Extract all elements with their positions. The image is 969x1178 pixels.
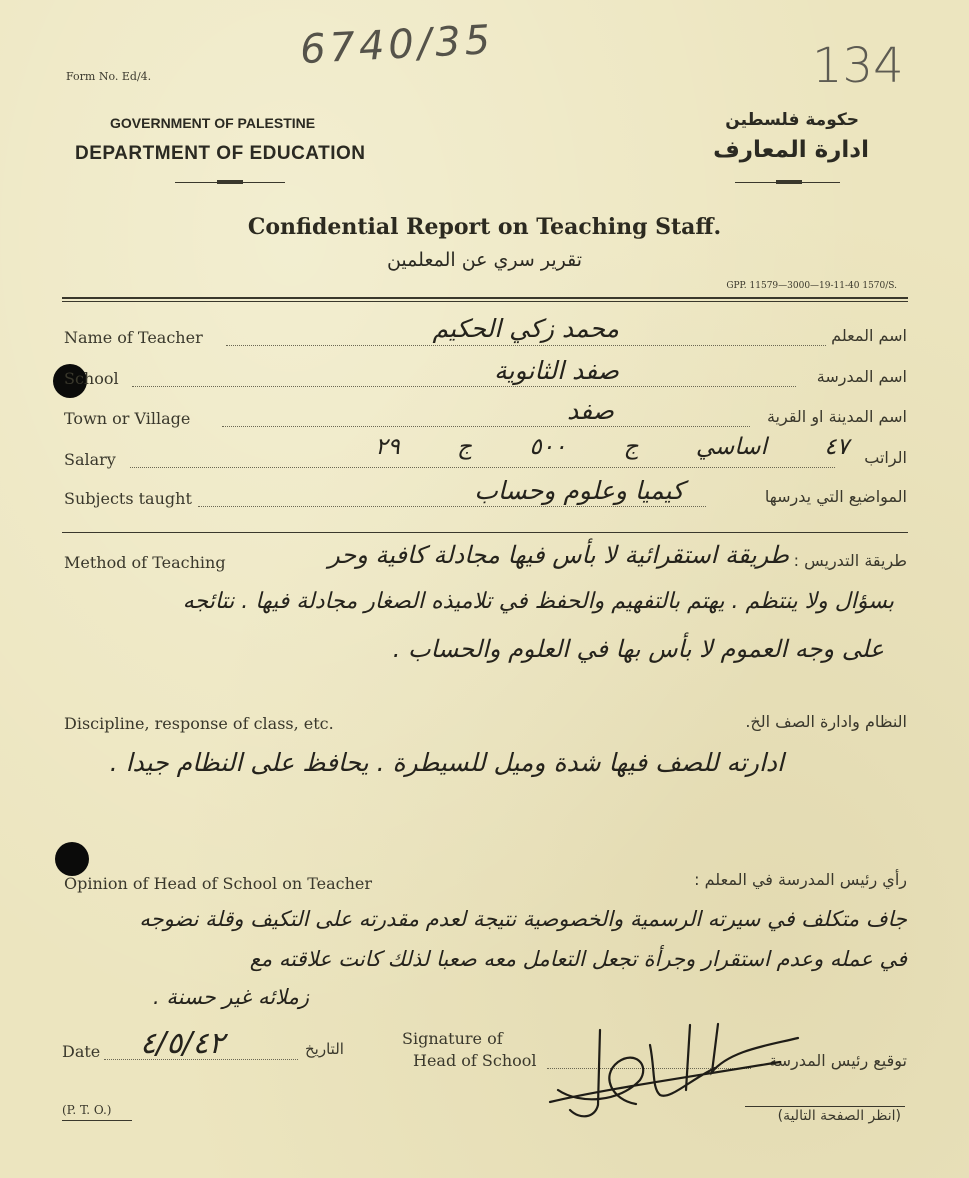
department-title-en: DEPARTMENT OF EDUCATION (75, 143, 366, 164)
school-label-ar: اسم المدرسة (816, 367, 907, 386)
head-signature (540, 1010, 810, 1125)
date-label-ar: التاريخ (305, 1040, 344, 1058)
town-value: صفد (567, 396, 614, 425)
date-label-en: Date (62, 1042, 101, 1061)
salary-label-en: Salary (64, 450, 116, 469)
archive-page-number: 134 (812, 38, 904, 94)
government-title-en: GOVERNMENT OF PALESTINE (110, 115, 316, 131)
opinion-line-1: جاف متكلف في سيرته الرسمية والخصوصية نتيجة لعدم مقدرته على التكيف وقلة نضوجه (139, 907, 907, 931)
school-label-en: School (64, 369, 119, 388)
school-value: صفد الثانوية (494, 356, 619, 385)
salary-label-ar: الراتب (864, 448, 907, 467)
ornament-dash-left (217, 180, 243, 184)
method-label-ar: طريقة التدريس : (793, 551, 907, 570)
salary-value: ٤٧ اساسي ج ٥٠٠ ج ٢٩ (375, 434, 849, 460)
discipline-label-en: Discipline, response of class, etc. (64, 714, 334, 733)
discipline-line-1: ادارته للصف فيها شدة وميل للسيطرة . يحافظ على النظام جيدا . (109, 748, 784, 777)
department-title-ar: ادارة المعارف (713, 137, 869, 163)
pto-en: (P. T. O.) (62, 1103, 112, 1117)
top-double-rule-1 (62, 297, 908, 299)
pto-ar-overline (745, 1106, 905, 1107)
town-label-ar: اسم المدينة او القرية (766, 407, 907, 426)
name-value: محمد زكي الحكيم (432, 314, 619, 343)
form-number: Form No. Ed/4. (66, 70, 152, 83)
date-value: ٤/٥/٤٢ (140, 1026, 225, 1061)
signature-label-en-1: Signature of (402, 1029, 503, 1048)
town-dotted-line (222, 426, 750, 427)
opinion-line-2: في عمله وعدم استقرار وجرأة تجعل التعامل معه صعبا لذلك كانت علاقته مع (249, 947, 907, 971)
pto-ar: (انظر الصفحة التالية) (777, 1108, 901, 1124)
print-code: GPP. 11579—3000—19-11-40 1570/S. (726, 281, 897, 291)
subjects-dotted-line (198, 506, 706, 507)
report-title-ar: تقرير سري عن المعلمين (386, 249, 583, 271)
name-label-en: Name of Teacher (64, 328, 203, 347)
name-dotted-line (226, 345, 826, 346)
subjects-label-ar: المواضيع التي يدرسها (764, 487, 907, 506)
method-line-3: على وجه العموم لا بأس بها في العلوم والحساب . (392, 635, 884, 663)
name-label-ar: اسم المعلم (831, 326, 907, 345)
discipline-label-ar: النظام وادارة الصف الخ. (745, 712, 907, 731)
punch-hole-bottom (55, 842, 89, 876)
report-title-en: Confidential Report on Teaching Staff. (247, 214, 722, 240)
ornament-dash-right (776, 180, 802, 184)
opinion-label-en: Opinion of Head of School on Teacher (64, 874, 373, 893)
opinion-line-3: زملائه غير حسنة . (153, 985, 309, 1009)
signature-label-en-2: Head of School (413, 1051, 537, 1070)
subjects-label-en: Subjects taught (64, 489, 192, 508)
subjects-value: كيميا وعلوم وحساب (474, 476, 684, 505)
archive-ref-number: 6740/35 (298, 16, 496, 74)
top-double-rule-2 (62, 301, 908, 302)
method-line-2: بسؤال ولا ينتظم . يهتم بالتفهيم والحفظ في تلاميذه الصغار مجادلة فيها . نتائجه (182, 589, 894, 614)
method-line-1: طريقة استقرائية لا بأس فيها مجادلة كافية وحر (328, 541, 789, 569)
method-label-en: Method of Teaching (64, 553, 226, 572)
pto-en-underline (62, 1120, 132, 1121)
opinion-label-ar: رأي رئيس المدرسة في المعلم : (694, 870, 907, 889)
government-title-ar: حكومة فلسطين (725, 110, 859, 130)
signature-label-ar: توقيع رئيس المدرسة (769, 1051, 907, 1070)
fields-bottom-rule (62, 532, 908, 533)
salary-dotted-line (130, 467, 835, 468)
school-dotted-line (132, 386, 796, 387)
town-label-en: Town or Village (64, 409, 191, 428)
